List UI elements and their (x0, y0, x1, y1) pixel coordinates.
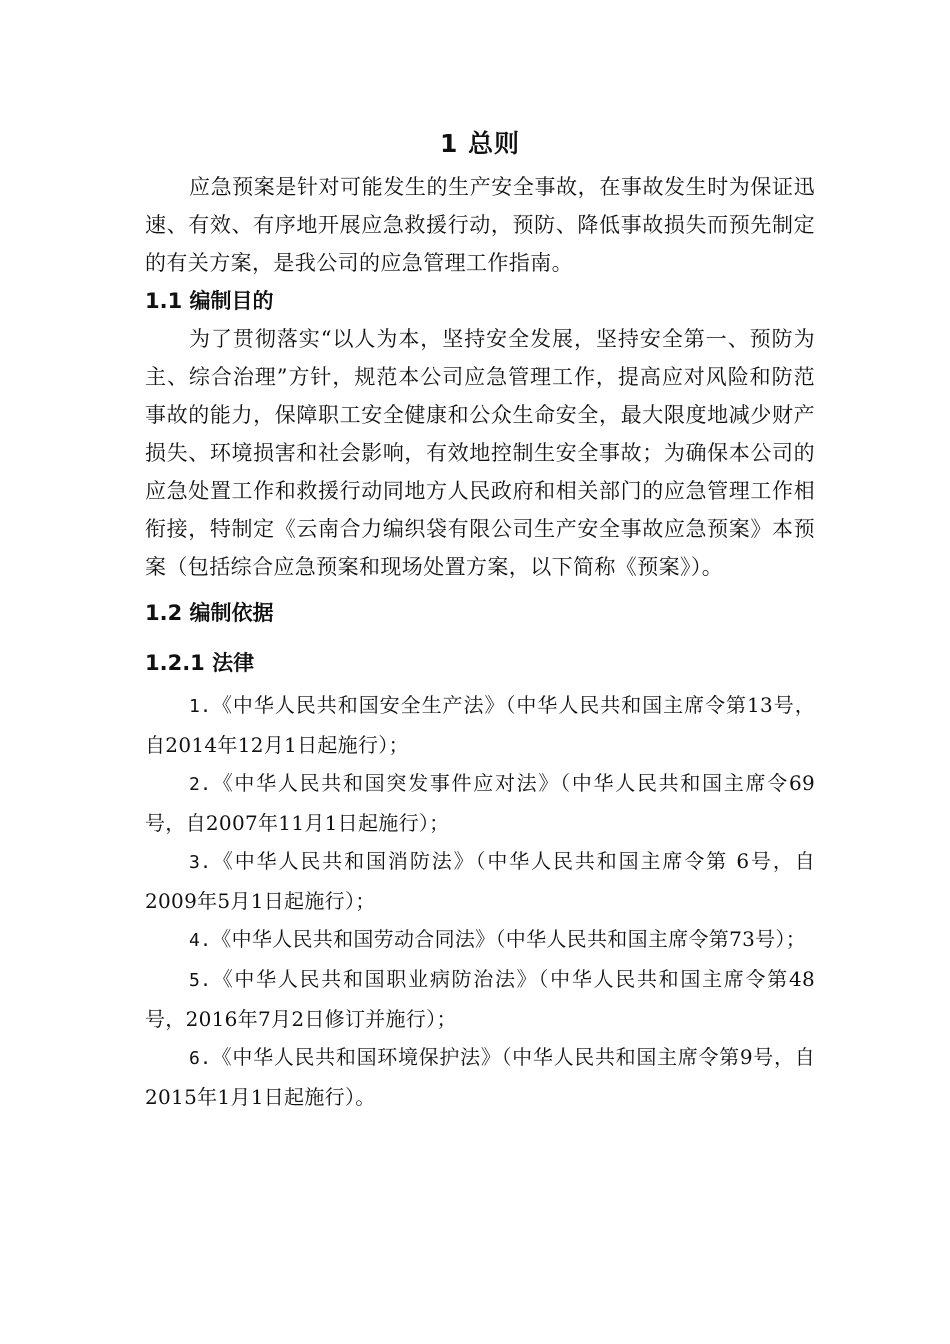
law-item-number: 4. (189, 930, 212, 951)
law-item-number: 5. (189, 970, 212, 991)
purpose-paragraph: 为了贯彻落实“以人为本，坚持安全发展，坚持安全第一、预防为主、综合治理”方针，规范本公司应急管理工作，提高应对风险和防范事故的能力，保障职工安全健康和公众生命安全，最大限度地减少财产损失、环境损害和社会影响，有效地控制生安全事故；为确保本公司的应急处置工作和救援行动同地方人民政府和相关部门的应急管理工作相衔接，特制定《云南合力编织袋有限公司生产安全事故应急预案》本预案（包括综合应急预案和现场处置方案，以下简称《预案》）。 (145, 327, 815, 579)
section-heading-basis: 1.2 编制依据 (145, 601, 274, 625)
section-heading-purpose: 1.1 编制目的 (145, 289, 274, 313)
law-item-text: 《中华人民共和国消防法》（中华人民共和国主席令第 6号，自2009年5月1日起施行）； (145, 849, 815, 913)
law-item-number: 3. (189, 852, 212, 873)
law-item (145, 686, 815, 764)
law-item-number: 1. (189, 696, 212, 717)
document-content (145, 120, 815, 1116)
law-list (145, 686, 815, 1116)
law-item (145, 842, 815, 920)
law-item-number: 2. (189, 774, 212, 795)
law-item (145, 764, 815, 842)
law-item (145, 1038, 815, 1116)
chapter-title: 1 总则 (439, 129, 521, 158)
chapter-intro-paragraph: 应急预案是针对可能发生的生产安全事故，在事故发生时为保证迅速、有效、有序地开展应急救援行动，预防、降低事故损失而预先制定的有关方案，是我公司的应急管理工作指南。 (145, 175, 815, 275)
law-item-text: 《中华人民共和国劳动合同法》（中华人民共和国主席令第73号）； (211, 927, 807, 951)
law-item-text: 《中华人民共和国安全生产法》（中华人民共和国主席令第13号，自2014年12月1日起施行）； (145, 693, 815, 757)
law-item-text: 《中华人民共和国环境保护法》（中华人民共和国主席令第9号，自2015年1月1日起施行）。 (145, 1045, 815, 1109)
subsection-heading-laws: 1.2.1 法律 (145, 651, 255, 675)
law-item-number: 6. (189, 1048, 212, 1069)
law-item-text: 《中华人民共和国突发事件应对法》（中华人民共和国主席令69号，自2007年11月1日起施行）； (145, 771, 815, 835)
law-item (145, 960, 815, 1038)
law-item (145, 920, 815, 960)
law-item-text: 《中华人民共和国职业病防治法》（中华人民共和国主席令第48号，2016年7月2日修订并施行）； (145, 967, 815, 1031)
